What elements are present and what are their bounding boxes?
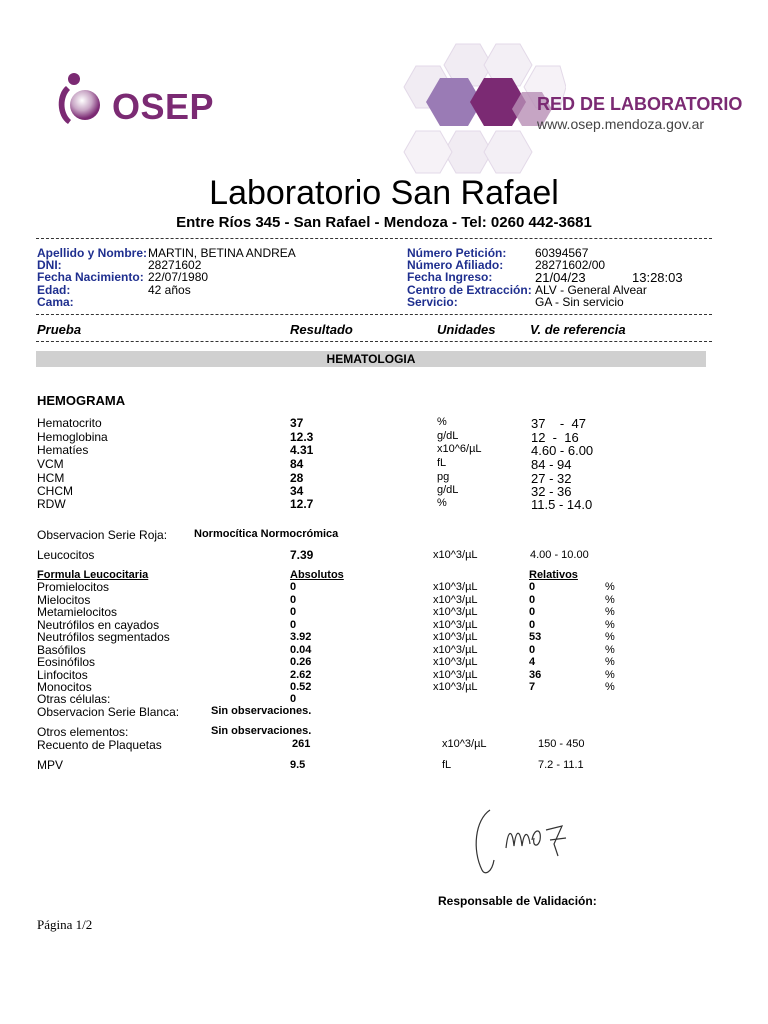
network-title: RED DE LABORATORIO <box>537 94 743 114</box>
cell-name: Neutrófilos segmentados <box>37 630 170 644</box>
patient-value: 60394567 <box>535 246 589 260</box>
test-reference: 12 - 16 <box>531 430 579 445</box>
cell-percent: % <box>605 669 615 681</box>
cell-unit: x10^3/µL <box>433 581 478 593</box>
cell-name: Neutrófilos en cayados <box>37 618 160 632</box>
formula-title: Formula Leucocitaria <box>37 569 149 581</box>
cell-name: Monocitos <box>37 680 92 694</box>
patient-time: 13:28:03 <box>632 270 683 285</box>
patient-label: Número Afiliado: <box>407 258 504 272</box>
otros-value: Sin observaciones. <box>211 725 312 737</box>
lab-title: Laboratorio San Rafael <box>209 174 559 212</box>
test-result: 4.31 <box>290 443 314 457</box>
leucocitos-reference: 4.00 - 10.00 <box>530 549 589 561</box>
test-result: 37 <box>290 416 304 430</box>
otros-label: Otros elementos: <box>37 725 129 739</box>
patient-label: Número Petición: <box>407 246 507 260</box>
leucocitos-unit: x10^3/µL <box>433 549 478 561</box>
separator-2 <box>36 314 712 315</box>
test-unit: % <box>437 497 447 509</box>
test-result: 84 <box>290 457 304 471</box>
cell-absolute: 0 <box>290 581 297 593</box>
patient-label: Apellido y Nombre: <box>37 246 148 260</box>
patient-value: 42 años <box>148 283 191 297</box>
test-name: Hematíes <box>37 443 89 457</box>
osep-logo-text: OSEP <box>112 86 215 127</box>
cell-absolute: 0.04 <box>290 644 312 656</box>
formula-rel-header: Relativos <box>529 569 578 581</box>
plaquetas-unit: x10^3/µL <box>442 738 487 750</box>
leucocitos-result: 7.39 <box>290 548 314 562</box>
cell-name: Mielocitos <box>37 593 91 607</box>
validation-label: Responsable de Validación: <box>438 894 597 908</box>
patient-label: Cama: <box>37 295 74 309</box>
test-unit: g/dL <box>437 484 459 496</box>
cell-absolute: 0 <box>290 606 297 618</box>
patient-value: GA - Sin servicio <box>535 295 624 309</box>
cell-relative: 0 <box>529 594 536 606</box>
test-name: Hematocrito <box>37 416 102 430</box>
cell-relative: 4 <box>529 656 536 668</box>
cell-percent: % <box>605 594 615 606</box>
test-reference: 27 - 32 <box>531 471 572 486</box>
patient-value: 22/07/1980 <box>148 270 209 284</box>
separator-1 <box>36 238 712 239</box>
mpv-name: MPV <box>37 758 64 772</box>
cell-unit: x10^3/µL <box>433 656 478 668</box>
cell-name: Basófilos <box>37 643 86 657</box>
cell-percent: % <box>605 606 615 618</box>
patient-label: Fecha Nacimiento: <box>37 270 144 284</box>
patient-value: 21/04/23 <box>535 270 586 285</box>
hemograma-title: HEMOGRAMA <box>37 393 126 408</box>
test-reference: 4.60 - 6.00 <box>531 443 594 458</box>
test-unit: % <box>437 416 447 428</box>
patient-value: 28271602 <box>148 258 202 272</box>
cell-percent: % <box>605 681 615 693</box>
serie-roja-label: Observacion Serie Roja: <box>37 528 168 542</box>
mpv-reference: 7.2 - 11.1 <box>538 759 584 771</box>
cell-percent: % <box>605 631 615 643</box>
signature <box>470 800 580 880</box>
mpv-result: 9.5 <box>290 759 306 771</box>
cell-unit: x10^3/µL <box>433 681 478 693</box>
column-units: Unidades <box>437 322 496 337</box>
test-result: 12.3 <box>290 430 314 444</box>
serie-roja-value: Normocítica Normocrómica <box>194 528 339 540</box>
cell-percent: % <box>605 619 615 631</box>
column-result: Resultado <box>290 322 353 337</box>
cell-unit: x10^3/µL <box>433 669 478 681</box>
test-name: CHCM <box>37 484 73 498</box>
test-reference: 84 - 94 <box>531 457 572 472</box>
cell-absolute: 0 <box>290 594 297 606</box>
cell-absolute: 0 <box>290 619 297 631</box>
cell-relative: 36 <box>529 669 542 681</box>
test-unit: pg <box>437 471 450 483</box>
cell-relative: 0 <box>529 581 536 593</box>
test-name: VCM <box>37 457 64 471</box>
patient-label: Centro de Extracción: <box>407 283 532 297</box>
cell-percent: % <box>605 656 615 668</box>
serie-blanca-label: Observacion Serie Blanca: <box>37 705 180 719</box>
cell-unit: x10^3/µL <box>433 644 478 656</box>
plaquetas-name: Recuento de Plaquetas <box>37 738 162 752</box>
leucocitos-name: Leucocitos <box>37 548 95 562</box>
test-result: 12.7 <box>290 497 314 511</box>
test-reference: 11.5 - 14.0 <box>531 497 593 512</box>
osep-logo-icon <box>52 72 110 130</box>
cell-name: Linfocitos <box>37 668 88 682</box>
test-result: 28 <box>290 471 304 485</box>
cell-relative: 53 <box>529 631 542 643</box>
patient-label: Edad: <box>37 283 71 297</box>
cell-name: Metamielocitos <box>37 605 118 619</box>
patient-value: MARTIN, BETINA ANDREA <box>148 246 296 260</box>
plaquetas-reference: 150 - 450 <box>538 738 585 750</box>
formula-abs-header: Absolutos <box>290 569 344 581</box>
cell-name: Otras células: <box>37 692 111 706</box>
cell-unit: x10^3/µL <box>433 594 478 606</box>
column-test: Prueba <box>37 322 82 337</box>
cell-relative: 0 <box>529 619 536 631</box>
plaquetas-result: 261 <box>292 738 311 750</box>
test-name: HCM <box>37 471 65 485</box>
patient-label: Fecha Ingreso: <box>407 270 493 284</box>
patient-value: ALV - General Alvear <box>535 283 647 297</box>
column-reference: V. de referencia <box>530 322 626 337</box>
cell-percent: % <box>605 644 615 656</box>
patient-value: 28271602/00 <box>535 258 606 272</box>
network-url: www.osep.mendoza.gov.ar <box>537 116 705 132</box>
cell-absolute: 0.52 <box>290 681 312 693</box>
osep-logo <box>52 72 222 132</box>
test-result: 34 <box>290 484 304 498</box>
test-name: RDW <box>37 497 66 511</box>
page-number: Página 1/2 <box>37 917 93 932</box>
cell-absolute: 0 <box>290 693 297 705</box>
cell-absolute: 3.92 <box>290 631 312 643</box>
cell-relative: 0 <box>529 606 536 618</box>
cell-absolute: 0.26 <box>290 656 312 668</box>
test-unit: fL <box>437 457 447 469</box>
cell-relative: 7 <box>529 681 536 693</box>
mpv-unit: fL <box>442 759 452 771</box>
test-name: Hemoglobina <box>37 430 108 444</box>
patient-label: DNI: <box>37 258 62 272</box>
cell-unit: x10^3/µL <box>433 619 478 631</box>
separator-3 <box>36 341 712 342</box>
patient-label: Servicio: <box>407 295 458 309</box>
cell-relative: 0 <box>529 644 536 656</box>
test-reference: 32 - 36 <box>531 484 572 499</box>
lab-address: Entre Ríos 345 - San Rafael - Mendoza - Tel: 0260 442-3681 <box>176 214 592 231</box>
test-unit: x10^6/µL <box>437 443 482 455</box>
serie-blanca-value: Sin observaciones. <box>211 705 312 717</box>
cell-absolute: 2.62 <box>290 669 312 681</box>
cell-unit: x10^3/µL <box>433 606 478 618</box>
section-bar: HEMATOLOGIA <box>36 351 706 367</box>
cell-unit: x10^3/µL <box>433 631 478 643</box>
test-reference: 37 - 47 <box>531 416 586 431</box>
cell-name: Promielocitos <box>37 580 110 594</box>
cell-percent: % <box>605 581 615 593</box>
test-unit: g/dL <box>437 430 459 442</box>
cell-name: Eosinófilos <box>37 655 96 669</box>
